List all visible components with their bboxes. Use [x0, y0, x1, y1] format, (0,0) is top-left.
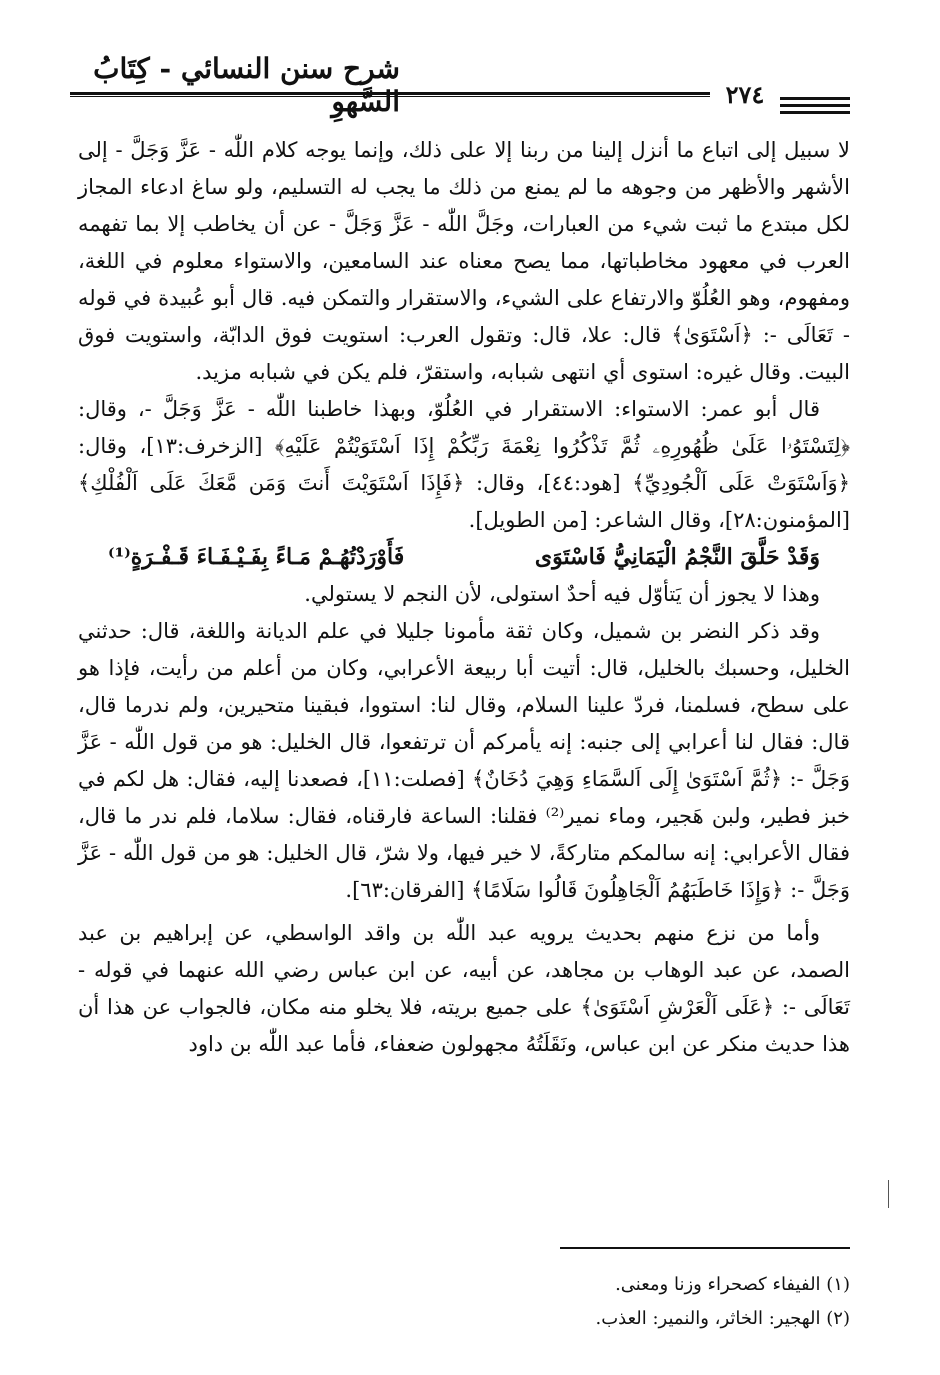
paragraph: لا سبيل إلى اتباع ما أنزل إلينا من ربنا إلا على ذلك، وإنما يوجه كلام اللّٰه - عَزَّ وَجَلَّ - إلى الأشهر والأظهر من وجوهه ما لم يمنع من ذلك ما يجب له التسليم، ولو ساغ ادعاء المجاز لكل مبتدع ما ثبت شيء من العبارات، وجَلَّ اللّٰه - عَزَّ وَجَلَّ - عن أن يخاطب إلا بما تفهمه العرب في معهود مخاطباتها، مما يصح معناه عند السامعين، والاستواء معلوم في اللغة، ومفهوم، وهو العُلُوّ والارتفاع على الشيء، والاستقرار والتمكن فيه. قال أبو عُبيدة في قوله - تَعَالَى -: ﴿اَسْتَوَىٰ﴾ قال: علا، قال: وتقول العرب: استويت فوق الدابّة، واستويت فوق البيت. وقال غيره: استوى أي انتهى شبابه، واستقرّ، فلم يكن في شبابه مزيد.	[78, 138, 850, 384]
verse-second-hemistich: وَقَدْ حَلَّقَ النَّجْمُ الْيَمَانِيُّ فَاسْتَوَى	[534, 544, 820, 570]
verse-first-hemistich: فَأَوْرَدْتُهُـمْ مَـاءً بِفَـيْـفَـاءَ قَـفْـرَةٍ⁽¹⁾	[108, 544, 405, 570]
header-rule-thin	[70, 96, 710, 97]
footnote-separator	[560, 1247, 850, 1249]
paragraph: وقد ذكر النضر بن شميل، وكان ثقة مأمونا جليلا في علم الديانة واللغة، قال: حدثني الخليل، وحسبك بالخليل، قال: أتيت أبا ربيعة الأعرابي، وكان من أعلم من رأيت، فإذا هو على سطح، فسلمنا، فردّ علينا السلام، وقال لنا: استووا، فبقينا متحيرين، ولم ندرما قال، قال: فقال لنا أعرابي إلى جنبه: إنه يأمركم أن ترتفعوا، قال الخليل: هو من قول اللّٰه - عَزَّ وَجَلَّ -: ﴿ثُمَّ اَسْتَوَىٰ إِلَى اَلسَّمَاءِ وَهِيَ دُخَانٌ﴾ [فصلت:١١]، فصعدنا إليه، فقال: هل لكم في خبز فطير، ولبن هَجير، وماء نمير⁽²⁾ فقلنا: الساعة فارقناه، فقال: سلاما، فلم ندر ما قال، فقال الأعرابي: إنه سالمكم متاركةً، لا خير فيها، ولا شرّ، قال الخليل: هو من قول اللّٰه - عَزَّ وَجَلَّ -: ﴿وَإِذَا خَاطَبَهُمُ اَلْجَاهِلُونَ قَالُوا سَلَامًا﴾ [الفرقان:٦٣].	[78, 619, 850, 902]
page-number-rule	[780, 111, 850, 114]
margin-mark	[888, 1180, 889, 1208]
main-text	[78, 132, 850, 1063]
footnote: (١) الفيفاء كصحراء وزنا ومعنى.	[615, 1274, 850, 1295]
header-rule	[70, 92, 710, 95]
footnotes	[78, 1268, 850, 1336]
page-number: ٢٧٤	[725, 80, 765, 109]
page-number-rule	[780, 104, 850, 107]
poetry-verse	[78, 539, 850, 576]
page-number-rule	[780, 97, 850, 100]
running-title: شرح سنن النسائي - كِتَابُ السَّهوِ	[93, 52, 400, 118]
footnote: (٢) الهجير: الخاثر، والنمير: العذب.	[595, 1308, 850, 1329]
paragraph: وهذا لا يجوز أن يَتأوّل فيه أحدٌ استولى، لأن النجم لا يستولي.	[304, 582, 820, 606]
paragraph: وأما من نزع منهم بحديث يرويه عبد اللّٰه بن واقد الواسطي، عن إبراهيم بن عبد الصمد، عن عبد الوهاب بن مجاهد، عن أبيه، عن ابن عباس رضي الله عنهما في قوله - تَعَالَى -: ﴿عَلَى اَلْعَرْشِ اَسْتَوَىٰ﴾ على جميع بريته، فلا يخلو منه مكان، فالجواب عن هذا أن هذا حديث منكر عن ابن عباس، ونَقَلَتُهُ مجهولون ضعفاء، فأما عبد اللّٰه بن داود	[78, 921, 850, 1056]
paragraph: قال أبو عمر: الاستواء: الاستقرار في العُلُوّ، وبهذا خاطبنا اللّٰه - عَزَّ وَجَلَّ -، وقال: ﴿لِتَسْتَوُۥا عَلَىٰ ظُهُورِهِۦ ثُمَّ تَذْكُرُوا نِعْمَةَ رَبِّكُمْ إِذَا اَسْتَوَيْتُمْ عَلَيْهِ﴾ [الزخرف:١٣]، وقال: ﴿وَاَسْتَوَتْ عَلَى اَلْجُودِيِّ﴾ [هود:٤٤]، وقال: ﴿فَإِذَا اَسْتَوَيْتَ أَنتَ وَمَن مَّعَكَ عَلَى اَلْفُلْكِ﴾ [المؤمنون:٢٨]، وقال الشاعر: [من الطويل].	[78, 397, 851, 532]
